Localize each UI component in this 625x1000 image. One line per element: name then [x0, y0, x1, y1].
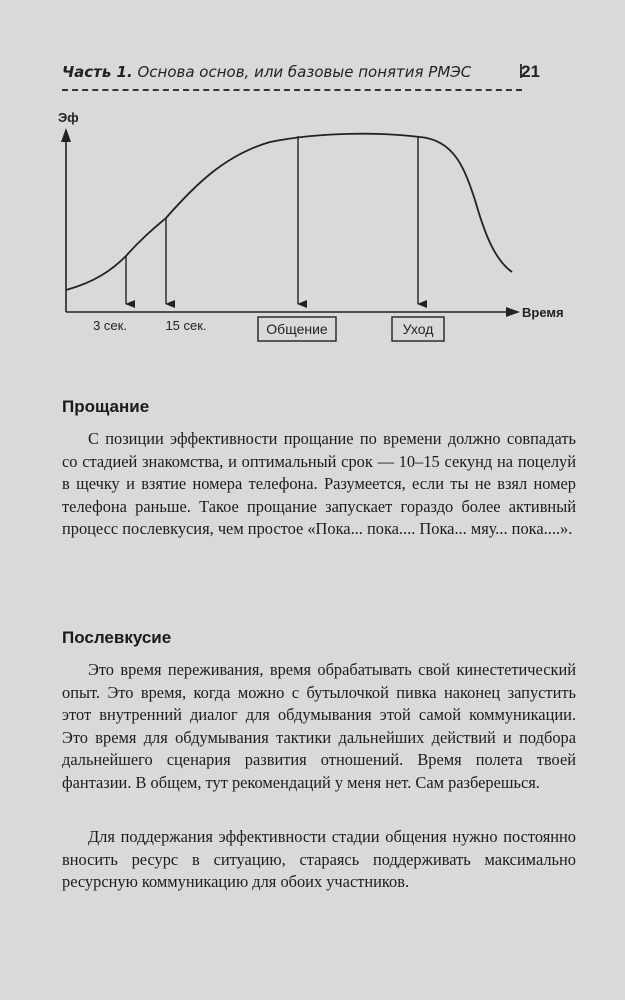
y-axis-arrow [61, 128, 71, 142]
paragraph-farewell: С позиции эффективности прощание по времени должно совпадать со стадией знакомства, и оптимальный срок — 10–15 секунд на поцелуй в щечку и взятие номера телефона. Разумеется, если ты не взял номер телефона раньше. Такое прощание запускает гораздо более активный процесс послевкусия, чем простое «Пока... пока.... Пока... мяу... пока....». [62, 429, 576, 539]
header-title-text: Основа основ, или базовые понятия РМЭС [137, 63, 472, 81]
y-axis-label: Эф [58, 110, 79, 125]
section-heading-aftertaste: Послевкусие [62, 628, 172, 647]
marker-label-3s: 3 сек. [93, 318, 127, 333]
efficiency-chart [0, 0, 625, 360]
marker-label-communication: Общение [266, 321, 328, 337]
header-part-label: Часть 1. [62, 63, 133, 81]
paragraph-aftertaste-1: Это время переживания, время обрабатывать свой кинестетический опыт. Это время, когда можно с бутылочкой пивка наконец запустить этот внутренний диалог для обдумывания этой самой коммуникации. Это время для обдумывания тактики дальнейших действий и подбора дальнейшего сценария развития отношений. Время полета твоей фантазии. В общем, тут рекомендаций у меня нет. Сам разберешься. [62, 660, 576, 792]
section-heading-farewell: Прощание [62, 397, 150, 416]
x-axis-label: Время [522, 305, 564, 320]
marker-label-exit: Уход [402, 321, 434, 337]
x-axis-arrow [506, 307, 520, 317]
page-number: 21 [521, 62, 540, 81]
paragraph-aftertaste-2: Для поддержания эффективности стадии общения нужно постоянно вносить ресурс в ситуацию, стараясь поддерживать максимально ресурсную коммуникацию для обоих участников. [62, 827, 576, 892]
efficiency-curve [66, 134, 512, 290]
marker-label-15s: 15 сек. [165, 318, 207, 333]
